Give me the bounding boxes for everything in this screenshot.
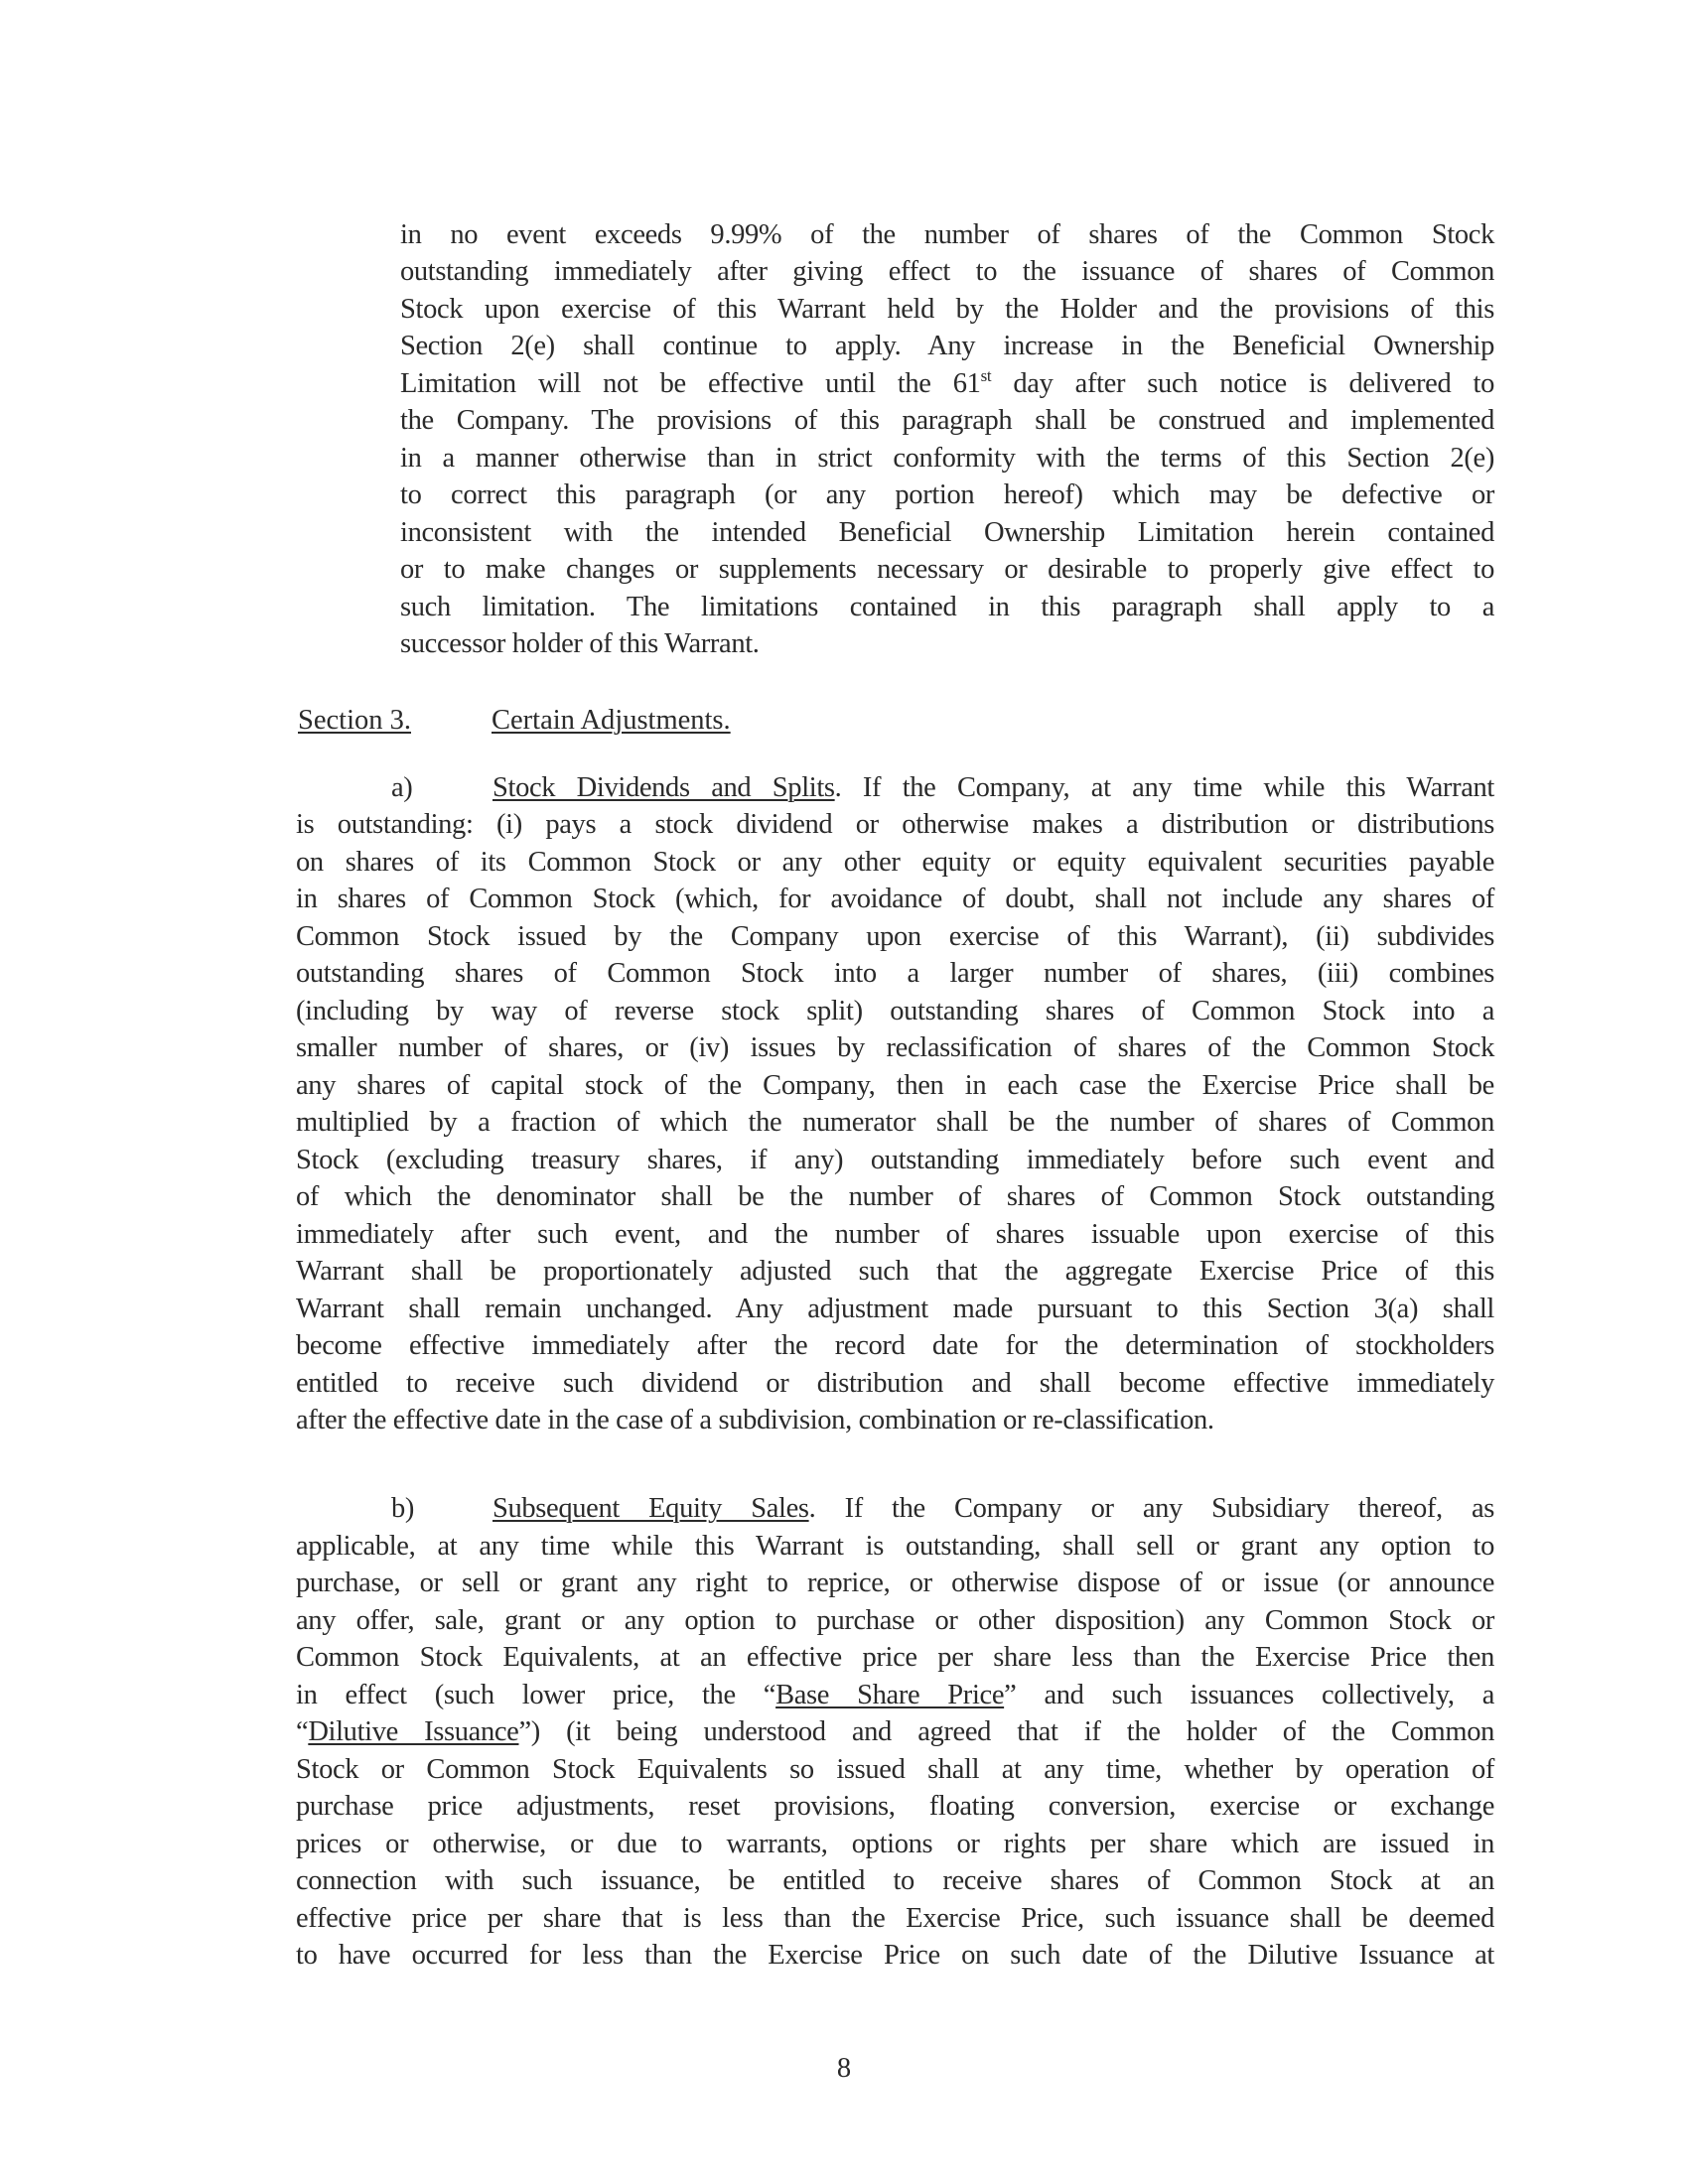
text-line: Stock or Common Stock Equivalents so issued shall at any time, whether by operation of	[296, 1754, 1494, 1785]
defined-term-base-share-price: Base Share Price	[775, 1680, 1005, 1710]
subsection-title: Stock Dividends and Splits	[492, 772, 835, 803]
section-number: Section 3.	[298, 705, 411, 736]
text-line: immediately after such event, and the number of shares issuable upon exercise of this	[296, 1219, 1494, 1250]
text-span: ”) (it being understood and agreed that if the holder of the Common	[518, 1716, 1494, 1747]
text-line: any offer, sale, grant or any option to purchase or other disposition) any Common Stock or	[296, 1605, 1494, 1636]
text-line: Section 2(e) shall continue to apply. Any increase in the Beneficial Ownership	[400, 331, 1494, 361]
text-line: purchase, or sell or grant any right to reprice, or otherwise dispose of or issue (or announce	[296, 1568, 1494, 1598]
ordinal-superscript: st	[980, 366, 992, 385]
text-line: Common Stock Equivalents, at an effective price per share less than the Exercise Price then	[296, 1642, 1494, 1673]
text-line	[400, 366, 1494, 402]
defined-term-dilutive-issuance: Dilutive Issuance	[308, 1716, 519, 1747]
text-line: entitled to receive such dividend or distribution and shall become effective immediately	[296, 1368, 1494, 1399]
text-span: . If the Company, at any time while this Warrant	[834, 772, 1494, 803]
text-line: become effective immediately after the record date for the determination of stockholders	[296, 1330, 1494, 1361]
text-line: any shares of capital stock of the Company, then in each case the Exercise Price shall be	[296, 1070, 1494, 1101]
text-line: Warrant shall be proportionately adjusted such that the aggregate Exercise Price of this	[296, 1256, 1494, 1287]
text-line: connection with such issuance, be entitled to receive shares of Common Stock at an	[296, 1865, 1494, 1896]
text-line: applicable, at any time while this Warrant is outstanding, shall sell or grant any option to	[296, 1531, 1494, 1562]
text-span: . If the Company or any Subsidiary thereof, as	[808, 1493, 1494, 1524]
text-line: in shares of Common Stock (which, for avoidance of doubt, shall not include any shares of	[296, 884, 1494, 914]
text-line: to correct this paragraph (or any portion hereof) which may be defective or	[400, 479, 1494, 510]
subsection-label: a)	[391, 772, 413, 803]
text-line: Stock (excluding treasury shares, if any) outstanding immediately before such event and	[296, 1145, 1494, 1175]
text-line: after the effective date in the case of a subdivision, combination or re-classification.	[296, 1405, 1214, 1435]
text-line: to have occurred for less than the Exercise Price on such date of the Dilutive Issuance at	[296, 1940, 1494, 1971]
text-line: (including by way of reverse stock split) outstanding shares of Common Stock into a	[296, 996, 1494, 1026]
page-number: 8	[836, 2053, 852, 2084]
text-line	[296, 770, 1494, 806]
text-line: Common Stock issued by the Company upon exercise of this Warrant), (ii) subdivides	[296, 921, 1494, 952]
text-line: Stock upon exercise of this Warrant held by the Holder and the provisions of this	[400, 294, 1494, 325]
text-line: smaller number of shares, or (iv) issues by reclassification of shares of the Common Stock	[296, 1032, 1494, 1063]
text-line: such limitation. The limitations contained in this paragraph shall apply to a	[400, 592, 1494, 622]
text-line: in a manner otherwise than in strict conformity with the terms of this Section 2(e)	[400, 443, 1494, 474]
text-span: day after such notice is delivered to	[991, 368, 1494, 399]
text-line: outstanding shares of Common Stock into a larger number of shares, (iii) combines	[296, 958, 1494, 989]
subsection-first-line	[492, 770, 1494, 806]
text-line: multiplied by a fraction of which the numerator shall be the number of shares of Common	[296, 1107, 1494, 1138]
text-line: successor holder of this Warrant.	[400, 628, 760, 659]
text-line	[296, 1491, 1494, 1527]
text-line	[296, 1678, 1494, 1713]
text-line	[296, 1714, 1494, 1750]
subsection-title: Subsequent Equity Sales	[492, 1493, 809, 1524]
text-line: prices or otherwise, or due to warrants, options or rights per share which are issued in	[296, 1829, 1494, 1859]
text-line: Warrant shall remain unchanged. Any adjustment made pursuant to this Section 3(a) shall	[296, 1294, 1494, 1324]
text-line: or to make changes or supplements necessary or desirable to properly give effect to	[400, 554, 1494, 585]
text-line: in no event exceeds 9.99% of the number of shares of the Common Stock	[400, 219, 1494, 250]
text-span: “	[296, 1716, 309, 1747]
text-line: the Company. The provisions of this paragraph shall be construed and implemented	[400, 405, 1494, 436]
text-span: ” and such issuances collectively, a	[1004, 1680, 1494, 1710]
text-line: on shares of its Common Stock or any other equity or equity equivalent securities payable	[296, 847, 1494, 878]
text-line: of which the denominator shall be the number of shares of Common Stock outstanding	[296, 1181, 1494, 1212]
text-line: is outstanding: (i) pays a stock dividend or otherwise makes a distribution or distributions	[296, 809, 1494, 840]
text-line: purchase price adjustments, reset provisions, floating conversion, exercise or exchange	[296, 1791, 1494, 1822]
section-title: Certain Adjustments.	[492, 705, 731, 736]
text-line: inconsistent with the intended Beneficial Ownership Limitation herein contained	[400, 517, 1494, 548]
subsection-label: b)	[391, 1493, 415, 1524]
text-span: Limitation will not be effective until the 61	[400, 368, 981, 399]
text-span: in effect (such lower price, the “	[296, 1680, 776, 1710]
subsection-first-line	[492, 1491, 1494, 1527]
text-line: outstanding immediately after giving effect to the issuance of shares of Common	[400, 256, 1494, 287]
text-line: effective price per share that is less than the Exercise Price, such issuance shall be deemed	[296, 1903, 1494, 1934]
